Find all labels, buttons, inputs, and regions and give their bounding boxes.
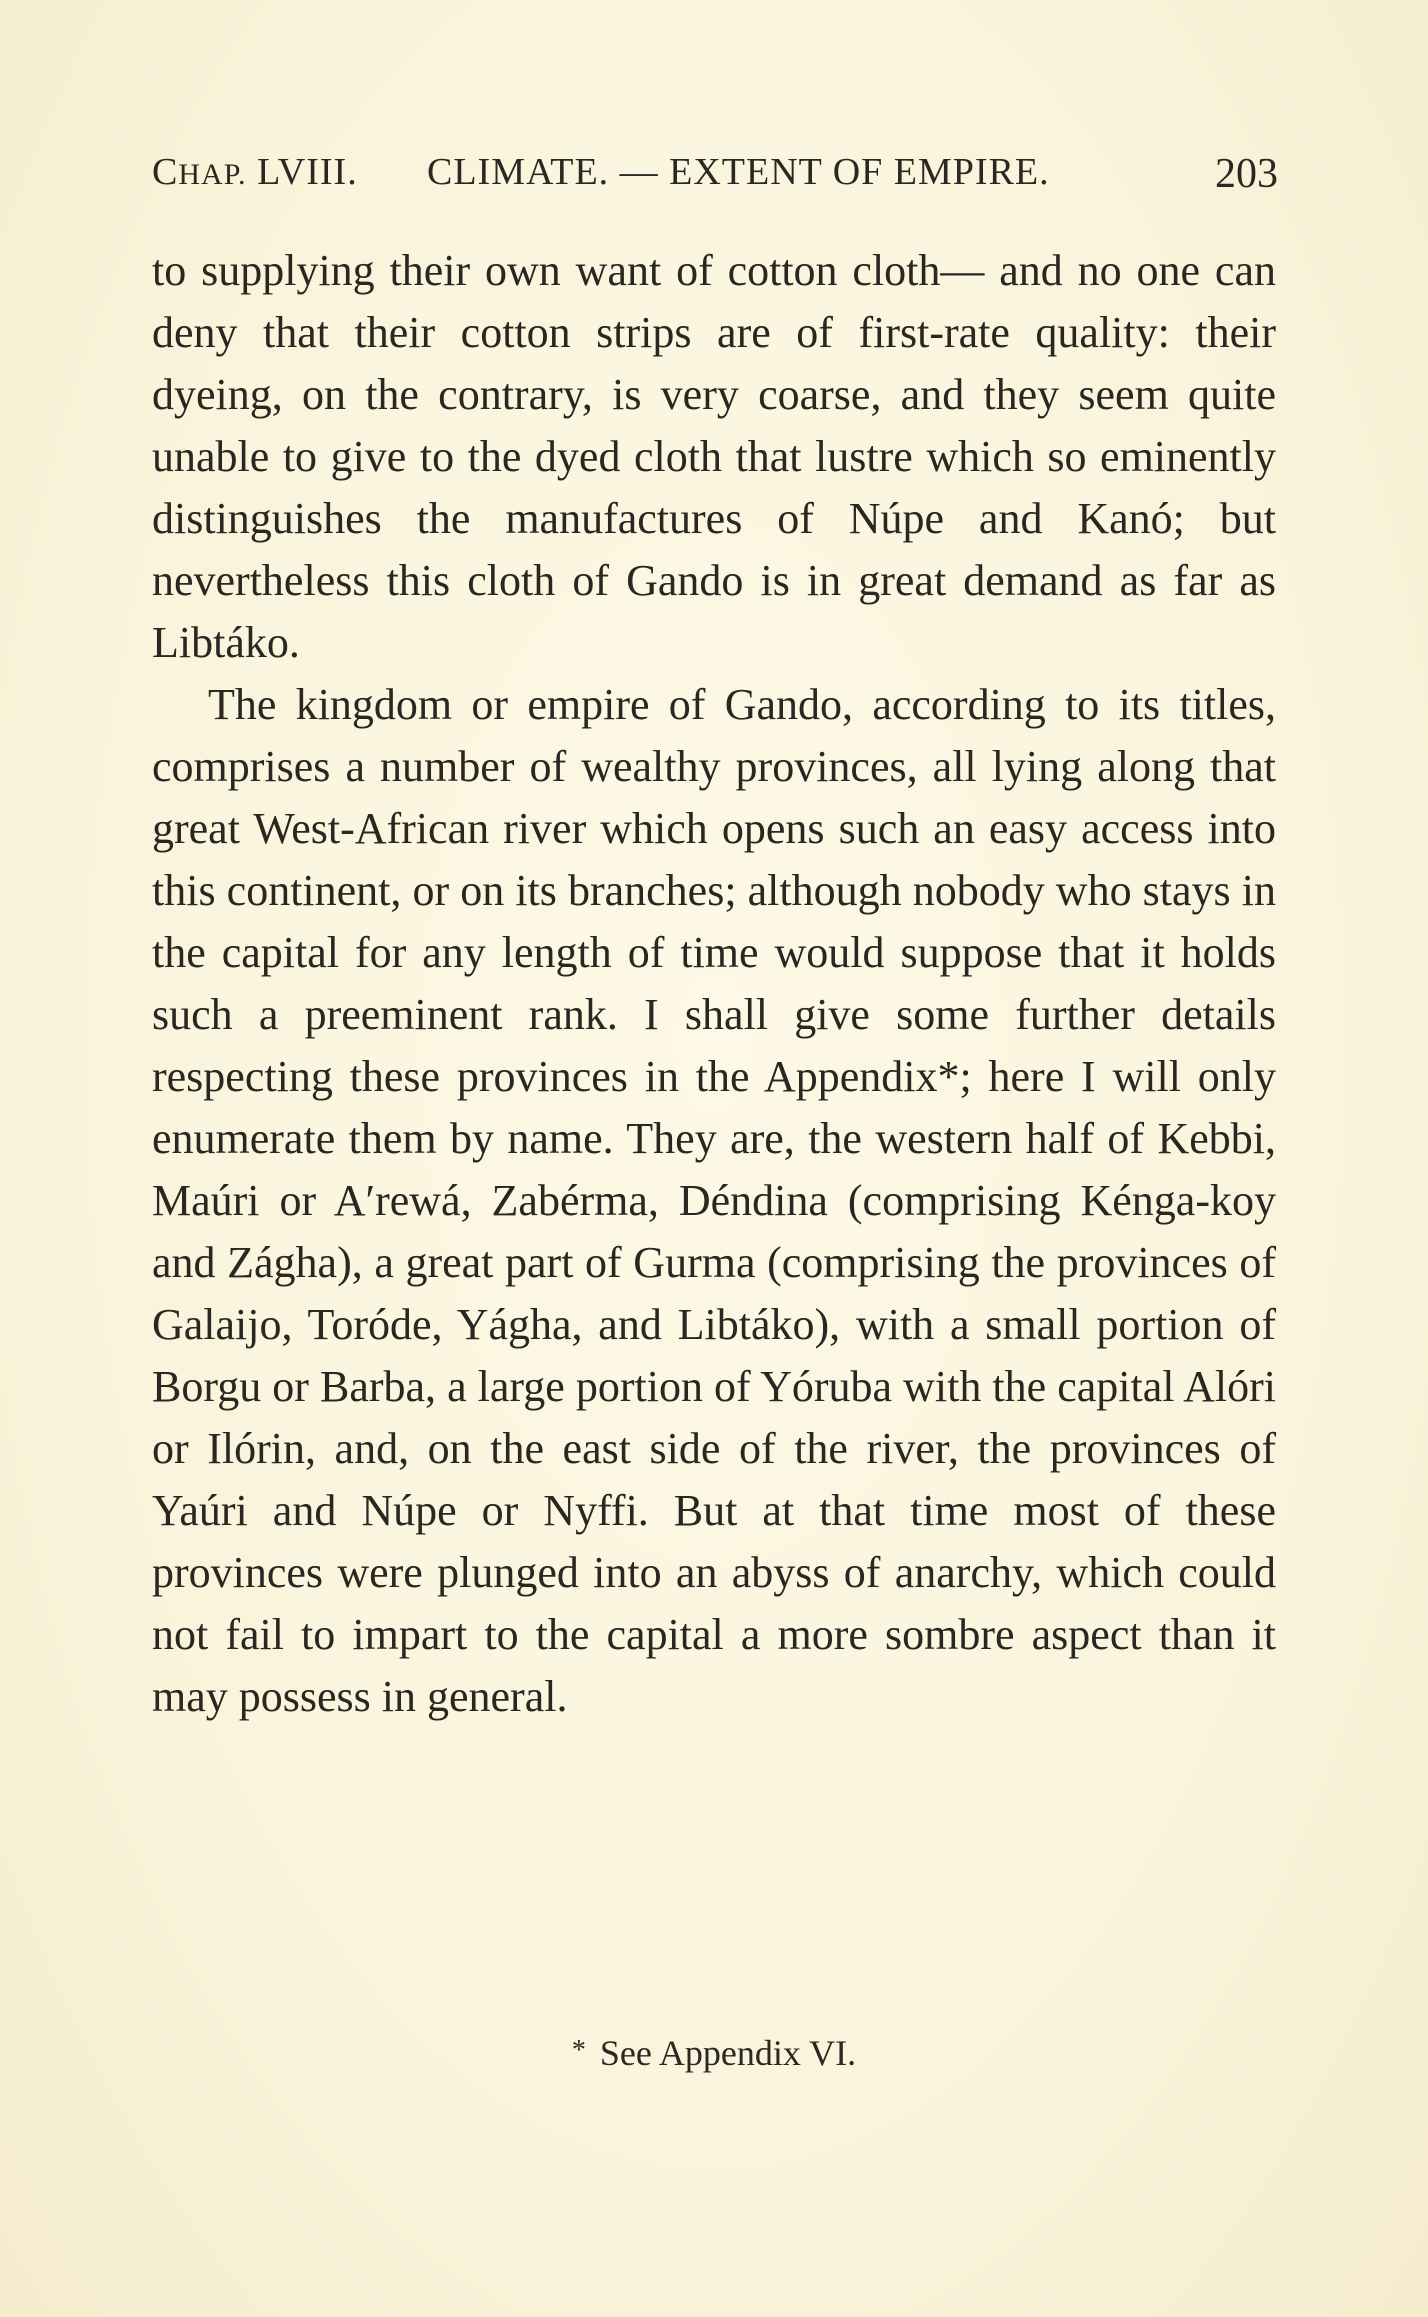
paragraph-1: to supplying their own want of cotton cloth— and no one can deny that their cotton strips are of first-rate quality: their dyeing, on the contrary, is very coarse, and they seem quite unable to give to the dyed cloth that lustre which so eminently distinguishes the manufactures of Núpe and Kanó; but nevertheless this cloth of Gando is in great demand as far as Libtáko. xyxy=(152,246,1276,667)
page-number: 203 xyxy=(1215,151,1278,197)
footnote-text: See Appendix VI. xyxy=(599,2033,857,2073)
paragraph-2-part-1: The kingdom or empire of Gando, according to its titles, comprises a number of wealthy provinces, all lying along that great West-African river which opens such an easy access into this continent, or on its branches; although nobody who stays in the capital for any length of time would suppose that it holds such a preeminent rank. I shall give some further details respecting these provinces in the Appendix xyxy=(152,680,1276,1101)
footnote-reference: * xyxy=(937,1052,960,1101)
chapter-label: CHAP. LVIII. xyxy=(152,151,358,193)
running-header xyxy=(152,150,1278,200)
footnote xyxy=(0,2032,1428,2074)
body-text xyxy=(152,240,1276,1728)
paragraph-2-part-2: ; here I will only enumerate them by name. They are, the western half of Kebbi, Maúri or A′rewá, Zabérma, Déndina (comprising Kénga-koy and Zágha), a great part of Gurma (comprising the provinces of Galaijo, Toróde, Yágha, and Libtáko), with a small portion of Borgu or Barba, a large portion of Yóruba with the capital Alóri or Ilórin, and, on the east side of the river, the provinces of Yaúri and Núpe or Nyffi. But at that time most of these provinces were plunged into an abyss of anarchy, which could not fail to impart to the capital a more sombre aspect than it may possess in general. xyxy=(152,1052,1277,1721)
running-title: CLIMATE. — EXTENT OF EMPIRE. xyxy=(427,151,1050,193)
paragraph-2 xyxy=(152,674,1276,1728)
footnote-marker: * xyxy=(571,2035,586,2066)
